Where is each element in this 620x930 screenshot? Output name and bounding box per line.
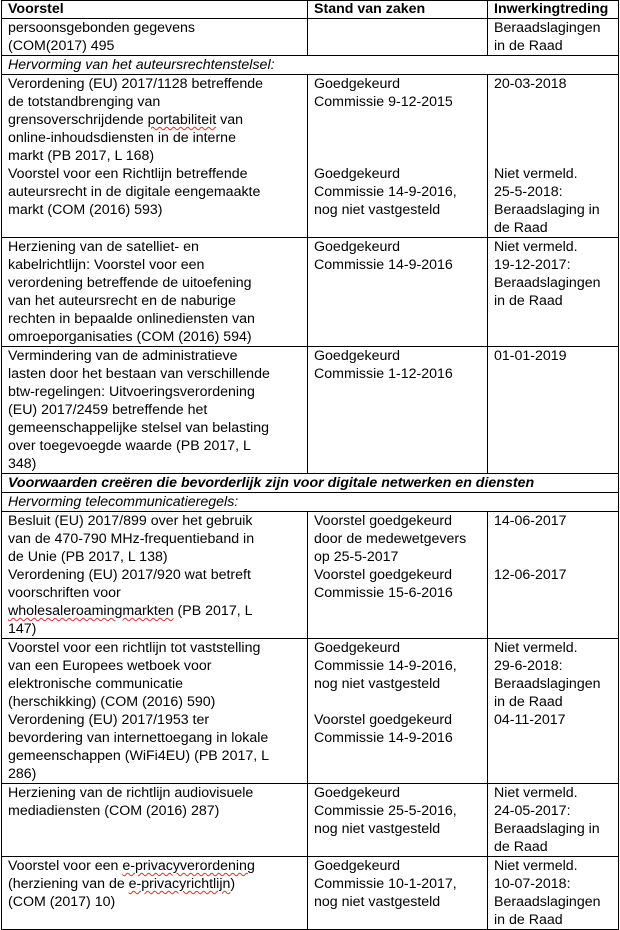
cell-stand: Goedgekeurd Commissie 25-5-2016, nog niet vastgesteld — [308, 784, 488, 857]
table-row — [2, 711, 619, 784]
spellcheck-word: e-privacyverordening — [122, 858, 255, 874]
cell-stand: Goedgekeurd Commissie 14-9-2016 — [308, 238, 488, 347]
table-row — [2, 566, 619, 639]
section-title: Voorwaarden creëren die bevorderlijk zijn voor digitale netwerken en diensten — [2, 474, 619, 493]
header-stand-van-zaken: Stand van zaken — [308, 1, 488, 19]
cell-inwerking: Niet vermeld. 24-05-2017: Beraadslaging in de Raad — [488, 784, 619, 857]
legislation-table — [1, 0, 619, 930]
cell-voorstel: Verordening (EU) 2017/1953 ter bevordering van internettoegang in lokale gemeenschappen (WiFi4EU) (PB 2017, L 286) — [2, 711, 308, 784]
subsection-row — [2, 493, 619, 512]
table-header-row — [2, 1, 619, 19]
cell-stand: Voorstel goedgekeurd door de medewetgevers op 25-5-2017 — [308, 512, 488, 567]
table-row — [2, 857, 619, 930]
cell-voorstel: Besluit (EU) 2017/899 over het gebruik van de 470-790 MHz-frequentieband in de Unie (PB 2017, L 138) — [2, 512, 308, 567]
cell-voorstel: Herziening van de richtlijn audiovisuele mediadiensten (COM (2016) 287) — [2, 784, 308, 857]
subsection-title: Hervorming van het auteursrechtenstelsel: — [2, 56, 619, 75]
table-row — [2, 19, 619, 56]
cell-stand: Goedgekeurd Commissie 14-9-2016, nog niet vastgesteld — [308, 639, 488, 712]
header-inwerkingtreding: Inwerkingtreding — [488, 1, 619, 19]
cell-stand: Goedgekeurd Commissie 9-12-2015 — [308, 75, 488, 166]
cell-voorstel: Voorstel voor een Richtlijn betreffende auteursrecht in de digitale eengemaakte markt (COM (2016) 593) — [2, 165, 308, 238]
header-voorstel: Voorstel — [2, 1, 308, 19]
cell-inwerking: 04-11-2017 — [488, 711, 619, 784]
cell-inwerking: Niet vermeld. 19-12-2017: Beraadslagingen in de Raad — [488, 238, 619, 347]
table-row — [2, 75, 619, 166]
table-row — [2, 347, 619, 474]
table-row — [2, 784, 619, 857]
cell-inwerking: Niet vermeld. 25-5-2018: Beraadslaging in de Raad — [488, 165, 619, 238]
cell-voorstel: Voorstel voor een richtlijn tot vaststelling van een Europees wetboek voor elektronische communicatie (herschikking) (COM (2016) 590) — [2, 639, 308, 712]
cell-voorstel: Voorstel voor een e-privacyverordening (herziening van de e-privacyrichtlijn) (COM (2017) 10) — [2, 857, 308, 930]
cell-voorstel: Verordening (EU) 2017/1128 betreffende de totstandbrenging van grensoverschrijdende portabiliteit van online-inhoudsdiensten in de interne markt (PB 2017, L 168) — [2, 75, 308, 166]
cell-stand: Voorstel goedgekeurd Commissie 15-6-2016 — [308, 566, 488, 639]
spellcheck-word: e-privacyrichtlijn — [128, 876, 231, 892]
spellcheck-word: wholesaleroamingmarkten — [8, 603, 174, 619]
cell-voorstel: Vermindering van de administratieve lasten door het bestaan van verschillende btw-regelingen: Uitvoeringsverordening (EU) 2017/2459 betreffende het gemeenschappelijke stelsel van belasting over toegevoegde waarde (PB 2017, L 348) — [2, 347, 308, 474]
cell-inwerking: Beraadslagingen in de Raad — [488, 19, 619, 56]
cell-inwerking: 01-01-2019 — [488, 347, 619, 474]
subsection-title: Hervorming telecommunicatieregels: — [2, 493, 619, 512]
cell-voorstel: persoonsgebonden gegevens (COM(2017) 495 — [2, 19, 308, 56]
cell-inwerking: Niet vermeld. 29-6-2018: Beraadslagingen in de Raad — [488, 639, 619, 712]
cell-stand: Goedgekeurd Commissie 14-9-2016, nog niet vastgesteld — [308, 165, 488, 238]
cell-stand — [308, 19, 488, 56]
cell-inwerking: Niet vermeld. 10-07-2018: Beraadslagingen in de Raad — [488, 857, 619, 930]
cell-voorstel: Herziening van de satelliet- en kabelrichtlijn: Voorstel voor een verordening betreffende de uitoefening van het auteursrecht en de naburige rechten in bepaalde onlinediensten van omroeporganisaties (COM (2016) 594) — [2, 238, 308, 347]
table-row — [2, 165, 619, 238]
cell-stand: Goedgekeurd Commissie 10-1-2017, nog niet vastgesteld — [308, 857, 488, 930]
cell-stand: Goedgekeurd Commissie 1-12-2016 — [308, 347, 488, 474]
cell-stand: Voorstel goedgekeurd Commissie 14-9-2016 — [308, 711, 488, 784]
cell-inwerking: 12-06-2017 — [488, 566, 619, 639]
table-row — [2, 512, 619, 567]
cell-inwerking: 14-06-2017 — [488, 512, 619, 567]
table-row — [2, 238, 619, 347]
cell-inwerking: 20-03-2018 — [488, 75, 619, 166]
cell-voorstel: Verordening (EU) 2017/920 wat betreft voorschriften voor wholesaleroamingmarkten (PB 2017, L 147) — [2, 566, 308, 639]
subsection-row — [2, 56, 619, 75]
spellcheck-word: portabiliteit — [147, 112, 217, 128]
section-row — [2, 474, 619, 493]
table-row — [2, 639, 619, 712]
